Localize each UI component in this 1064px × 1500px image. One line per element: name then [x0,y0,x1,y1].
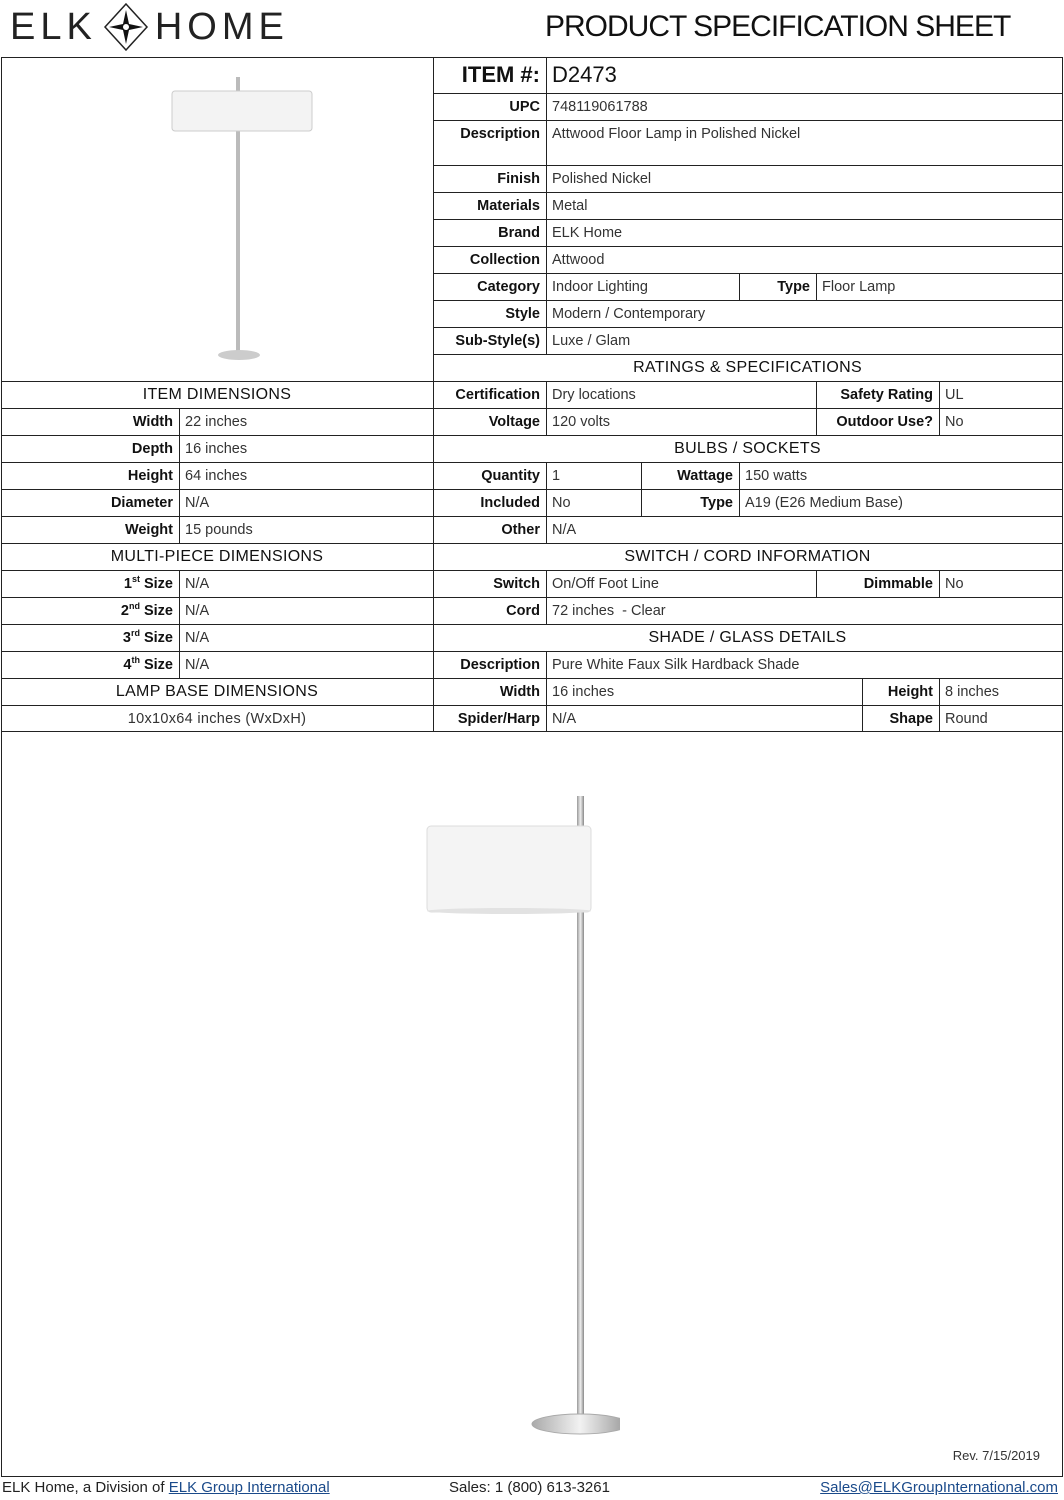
logo-text-right: HOME [154,5,289,48]
upc-label: UPC [433,94,547,121]
finish-label: Finish [433,166,547,193]
certification-label: Certification [433,382,547,409]
height-value: 64 inches [180,463,434,490]
shade-width-value: 16 inches [547,679,863,706]
materials-label: Materials [433,193,547,220]
logo-star-icon [103,2,149,52]
switch-label: Switch [433,571,547,598]
diameter-label: Diameter [1,490,180,517]
size-3-value: N/A [180,625,434,652]
dimmable-label: Dimmable [817,571,940,598]
outdoor-use-value: No [940,409,1063,436]
voltage-value: 120 volts [547,409,817,436]
quantity-label: Quantity [433,463,547,490]
size-number: 4 [123,657,132,673]
wattage-label: Wattage [642,463,740,490]
width-label: Width [1,409,180,436]
shade-shape-value: Round [940,706,1063,732]
substyle-label: Sub-Style(s) [433,328,547,355]
item-number-value: D2473 [547,57,1063,94]
bulb-type-value: A19 (E26 Medium Base) [740,490,1063,517]
item-dimensions-header: ITEM DIMENSIONS [1,382,434,409]
collection-label: Collection [433,247,547,274]
included-value: No [547,490,642,517]
spider-harp-label: Spider/Harp [433,706,547,732]
other-label: Other [433,517,547,544]
size-1-label [1,571,180,598]
certification-value: Dry locations [547,382,817,409]
collection-value: Attwood [547,247,1063,274]
materials-value: Metal [547,193,1063,220]
dimmable-value: No [940,571,1063,598]
shade-height-value: 8 inches [940,679,1063,706]
safety-rating-value: UL [940,382,1063,409]
page-title: PRODUCT SPECIFICATION SHEET [545,10,1011,43]
lamp-base-value: 10x10x64 inches (WxDxH) [1,706,434,732]
height-label: Height [1,463,180,490]
product-thumbnail [1,57,434,382]
size-ordinal: rd [130,628,140,639]
depth-label: Depth [1,436,180,463]
revision-date: Rev. 7/15/2019 [952,1448,1040,1463]
type-label: Type [740,274,817,301]
size-4-label [1,652,180,679]
size-1-value: N/A [180,571,434,598]
size-2-label [1,598,180,625]
included-label: Included [433,490,547,517]
other-value: N/A [547,517,1063,544]
width-value: 22 inches [180,409,434,436]
safety-rating-label: Safety Rating [817,382,940,409]
shade-shape-label: Shape [863,706,940,732]
size-text: Size [139,657,173,673]
brand-value: ELK Home [547,220,1063,247]
multi-piece-header: MULTI-PIECE DIMENSIONS [1,544,434,571]
shade-description-label: Description [433,652,547,679]
size-ordinal: nd [128,601,140,612]
size-number: 1 [123,576,132,592]
footer-email-link[interactable]: Sales@ELKGroupInternational.com [820,1479,1058,1496]
footer-sales-phone: Sales: 1 (800) 613-3261 [449,1479,610,1496]
size-text: Size [139,603,173,619]
style-label: Style [433,301,547,328]
shade-height-label: Height [863,679,940,706]
description-label: Description [433,121,547,166]
diameter-value: N/A [180,490,434,517]
shade-width-label: Width [433,679,547,706]
switch-value: On/Off Foot Line [547,571,817,598]
outdoor-use-label: Outdoor Use? [817,409,940,436]
ratings-header: RATINGS & SPECIFICATIONS [433,355,1063,382]
voltage-label: Voltage [433,409,547,436]
spider-harp-value: N/A [547,706,863,732]
size-number: 3 [122,630,131,646]
elk-home-logo [10,2,289,52]
category-label: Category [433,274,547,301]
style-value: Modern / Contemporary [547,301,1063,328]
footer-company [2,1479,330,1496]
bulb-type-label: Type [642,490,740,517]
wattage-value: 150 watts [740,463,1063,490]
shade-description-value: Pure White Faux Silk Hardback Shade [547,652,1063,679]
size-4-value: N/A [180,652,434,679]
weight-label: Weight [1,517,180,544]
description-value: Attwood Floor Lamp in Polished Nickel [547,121,1063,166]
size-number: 2 [120,603,129,619]
size-3-label [1,625,180,652]
category-value: Indoor Lighting [547,274,740,301]
type-value: Floor Lamp [817,274,1063,301]
substyle-value: Luxe / Glam [547,328,1063,355]
cord-value: 72 inches - Clear [547,598,1063,625]
size-text: Size [139,630,173,646]
quantity-value: 1 [547,463,642,490]
company-prefix: ELK Home, a Division of [2,1479,169,1496]
size-ordinal: st [131,574,140,585]
size-2-value: N/A [180,598,434,625]
cord-label: Cord [433,598,547,625]
weight-value: 15 pounds [180,517,434,544]
size-text: Size [139,576,173,592]
bulbs-header: BULBS / SOCKETS [433,436,1063,463]
depth-value: 16 inches [180,436,434,463]
shade-header: SHADE / GLASS DETAILS [433,625,1063,652]
lamp-base-header: LAMP BASE DIMENSIONS [1,679,434,706]
logo-text-left: ELK [10,5,97,48]
switch-header: SWITCH / CORD INFORMATION [433,544,1063,571]
size-ordinal: th [131,655,140,666]
finish-value: Polished Nickel [547,166,1063,193]
company-link[interactable]: ELK Group International [168,1479,330,1496]
product-image [400,790,620,1450]
brand-label: Brand [433,220,547,247]
upc-value: 748119061788 [547,94,1063,121]
item-number-label: ITEM #: [433,57,547,94]
